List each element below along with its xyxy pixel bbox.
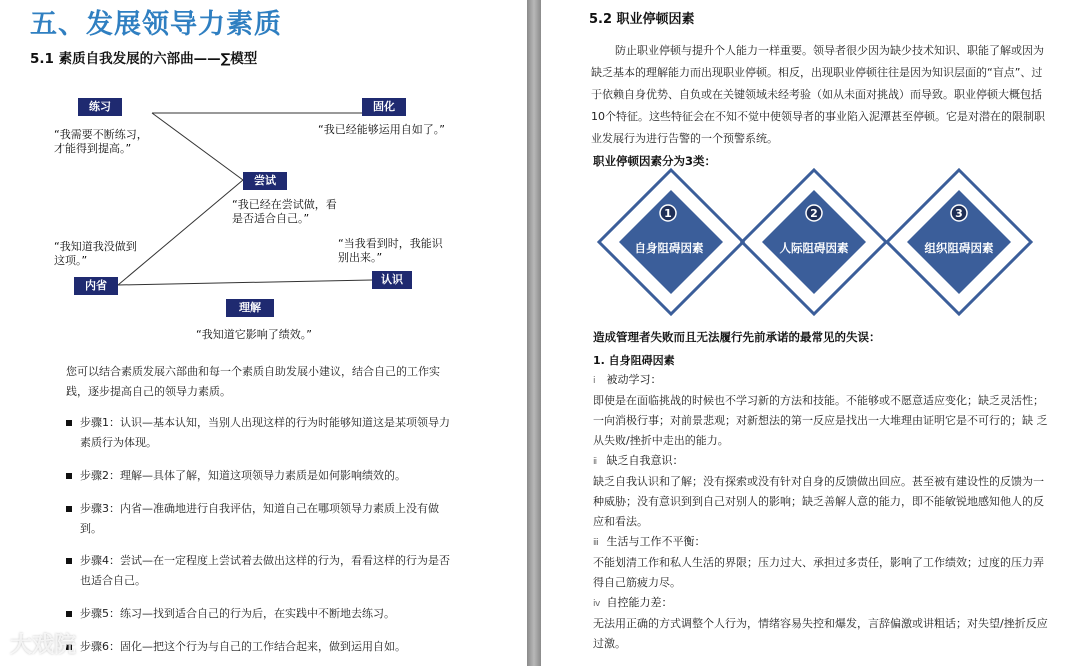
intro-paragraph: 防止职业停顿与提升个人能力一样重要。领导者很少因为缺少技术知识、职能了解或因为缺乏基本的理解能力而出现职业停顿。相反，出现职业停顿往往是因为知识层面的“盲点”、过于依赖自身优势、自负或在关键领域未经考验（如从未面对挑战）而导致。职业停顿大概包括10个特征。这些特征会在不知不觉中使领导者的事业陷入泥潭甚至停顿。它是对潜在的限制职业发展行为进行告警的一个预警系统。 bbox=[591, 44, 1045, 145]
step-item: 步骤4：尝试—在一定程度上尝试着去做出这样的行为，看看这样的行为是否也适合自己。 bbox=[66, 551, 456, 591]
bullet-square-icon bbox=[66, 558, 72, 564]
section-title: 5.2 职业停顿因素 bbox=[589, 12, 695, 27]
failures-heading: 造成管理者失败而且无法履行先前承诺的最常见的失误： bbox=[593, 330, 881, 344]
list-marker-icon: ⅲ bbox=[593, 538, 599, 548]
quote-practice: “我需要不断练习， 才能得到提高。” bbox=[54, 128, 148, 155]
quote-solidify: “我已经能够运用自如了。” bbox=[318, 123, 445, 136]
list-item-head: ⅱ 缺乏自我意识： bbox=[593, 451, 1051, 472]
factors-heading: 职业停顿因素分为3类： bbox=[593, 154, 717, 168]
obstacle-list bbox=[593, 370, 1051, 654]
list-item-body: 无法用正确的方式调整个人行为，情绪容易失控和爆发，言辞偏激或讲粗话；对失望/挫折反应过激。 bbox=[593, 617, 1048, 650]
factor-label-3: 组织阻碍因素 bbox=[924, 241, 994, 255]
factor-num-1: 1 bbox=[664, 207, 672, 220]
step-item: 步骤5：练习—找到适合自己的行为后，在实践中不断地去练习。 bbox=[66, 604, 456, 624]
quote-try: “我已经在尝试做，看 是否适合自己。” bbox=[232, 198, 337, 225]
right-page bbox=[541, 0, 1080, 666]
step-item: 步骤2：理解—具体了解，知道这项领导力素质是如何影响绩效的。 bbox=[66, 466, 456, 486]
page-gutter bbox=[527, 0, 541, 666]
factor-diamonds bbox=[541, 168, 1080, 318]
list-marker-icon: ⅳ bbox=[593, 599, 601, 609]
list-item-body: 即使是在面临挑战的时候也不学习新的方法和技能。不能够或不愿意适应变化；缺乏灵活性；一向消极行事；对前景悲观；对新想法的第一反应是找出一大堆理由证明它是不可行的；缺 乏从失败/挫折中走出的能力。 bbox=[593, 394, 1048, 447]
factor-label-1: 自身阻碍因素 bbox=[634, 241, 704, 255]
list-item-head: ⅲ 生活与工作不平衡： bbox=[593, 532, 1051, 553]
list-marker-icon: ⅱ bbox=[593, 457, 598, 467]
left-page bbox=[0, 0, 527, 666]
section-subtitle: 5.1 素质自我发展的六部曲——∑模型 bbox=[30, 51, 258, 67]
bullet-square-icon bbox=[66, 473, 72, 479]
bullet-square-icon bbox=[66, 611, 72, 617]
step-item: 步骤6：固化—把这个行为与自己的工作结合起来，做到运用自如。 bbox=[66, 637, 456, 657]
factor-num-2: 2 bbox=[810, 207, 818, 220]
line-reflect-recognize bbox=[118, 280, 372, 285]
step-item: 步骤3：内省—准确地进行自我评估，知道自己在哪项领导力素质上没有做到。 bbox=[66, 499, 456, 539]
line-practice-try bbox=[152, 113, 243, 180]
list-item-body: 缺乏自我认识和了解；没有探索或没有针对自身的反馈做出回应。甚至被有建设性的反馈为一种威胁；没有意识到到自己对别人的影响；缺乏善解人意的能力，即不能敏锐地感知他人的反应和看法。 bbox=[593, 475, 1044, 528]
list-item-body: 不能划清工作和私人生活的界限；压力过大、承担过多责任，影响了工作绩效；过度的压力弄得自己筋疲力尽。 bbox=[593, 556, 1044, 589]
label-practice: 练习 bbox=[78, 98, 122, 116]
bullet-square-icon bbox=[66, 420, 72, 426]
label-recognize: 认识 bbox=[372, 271, 412, 289]
watermark: 大戏院 bbox=[10, 633, 77, 658]
bullet-square-icon bbox=[66, 506, 72, 512]
quote-understand: “我知道它影响了绩效。” bbox=[196, 328, 312, 341]
line-try-reflect bbox=[118, 180, 243, 285]
list-item-head: ⅳ 自控能力差： bbox=[593, 593, 1051, 614]
quote-reflect: “我知道我没做到 这项。” bbox=[54, 240, 137, 267]
chapter-title: 五、发展领导力素质 bbox=[30, 9, 282, 40]
sub-heading: 1. 自身阻碍因素 bbox=[593, 354, 675, 367]
label-reflect: 内省 bbox=[74, 277, 118, 295]
label-try: 尝试 bbox=[243, 172, 287, 190]
list-item-head: ⅰ 被动学习： bbox=[593, 370, 1051, 391]
factor-num-3: 3 bbox=[955, 207, 963, 220]
factor-label-2: 人际阻碍因素 bbox=[779, 241, 849, 255]
label-understand: 理解 bbox=[226, 299, 274, 317]
quote-recognize: “当我看到时，我能识 别出来。” bbox=[338, 237, 443, 264]
intro-paragraph: 您可以结合素质发展六部曲和每一个素质自助发展小建议，结合自己的工作实践，逐步提高自己的领导力素质。 bbox=[66, 365, 440, 398]
step-item: 步骤1：认识—基本认知，当别人出现这样的行为时能够知道这是某项领导力素质行为体现。 bbox=[66, 413, 456, 453]
label-solidify: 固化 bbox=[362, 98, 406, 116]
list-marker-icon: ⅰ bbox=[593, 376, 596, 386]
